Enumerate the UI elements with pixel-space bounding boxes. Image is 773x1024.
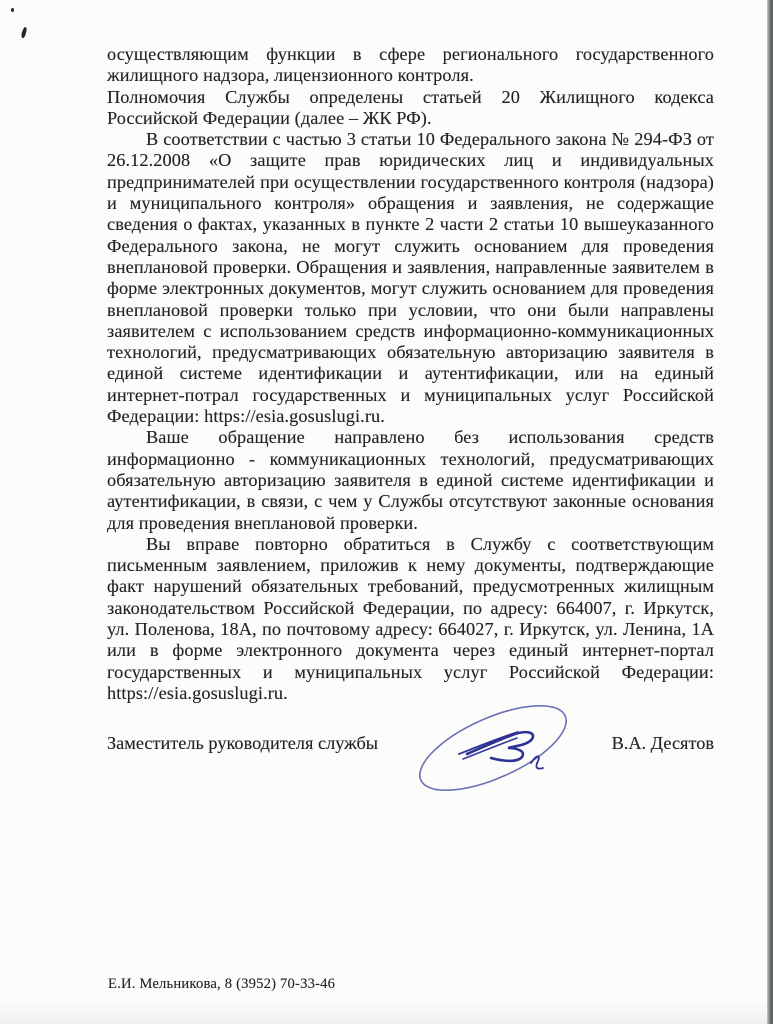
scan-artifact-comma — [21, 27, 27, 39]
scan-edge-right — [767, 0, 773, 1024]
signer-name: В.А. Десятов — [611, 733, 714, 753]
paragraph-resubmit-instructions: Вы вправе повторно обратиться в Службу с соответствующим письменным заявлением, приложив к нему документы, подтверждающие факт нарушений обязательных требований, предусмотренных жилищным законодательством Российской Федерации, по адресу: 664007, г. Иркутск, ул. Поленова, 18А, по почтовому адресу: 664027, г. Иркутск, ул. Ленина, 1А или в форме электронного документа через единый интернет-портал государственных и муниципальных услуг Российской Федерации: https://esia.gosuslugi.ru. — [107, 533, 714, 703]
paragraph-continuation: осуществляющим функции в сфере регионального государственного жилищного надзора, лицензионного контроля. — [107, 44, 714, 86]
paragraph-no-grounds: Ваше обращение направлено без использования средств информационно - коммуникационных технологий, предусматривающих обязательную авторизацию заявителя в единой системе идентификации и аутентификации, в связи, с чем у Службы отсутствуют законные основания для проведения внеплановой проверки. — [107, 427, 714, 533]
signature-position-label: Заместитель руководителя службы — [107, 733, 379, 753]
scan-bottom-haze — [0, 1000, 773, 1024]
scan-artifact-dot — [11, 8, 14, 12]
letter-body — [107, 44, 714, 704]
signature-ink — [405, 690, 590, 815]
paragraph-powers: Полномочия Службы определены статьей 20 Жилищного кодекса Российской Федерации (далее – ЖК РФ). — [107, 86, 714, 128]
footer-contact: Е.И. Мельникова, 8 (3952) 70-33-46 — [108, 976, 336, 992]
paragraph-law-294fz: В соответствии с частью 3 статьи 10 Федерального закона № 294-ФЗ от 26.12.2008 «О защите прав юридических лиц и индивидуальных предпринимателей при осуществлении государственного контроля (надзора) и муниципального контроля» обращения и заявления, не содержащие сведения о фактах, указанных в пункте 2 части 2 статьи 10 вышеуказанного Федерального закона, не могут служить основанием для проведения внеплановой проверки. Обращения и заявления, направленные заявителем в форме электронных документов, могут служить основанием для проведения внеплановой проверки только при условии, что они были направлены заявителем с использованием средств информационно-коммуникационных технологий, предусматривающих обязательную авторизацию заявителя в единой системе идентификации и аутентификации, или на единый интернет-потрал государственных и муниципальных услуг Российской Федерации: https://esia.gosuslugi.ru. — [107, 129, 714, 427]
